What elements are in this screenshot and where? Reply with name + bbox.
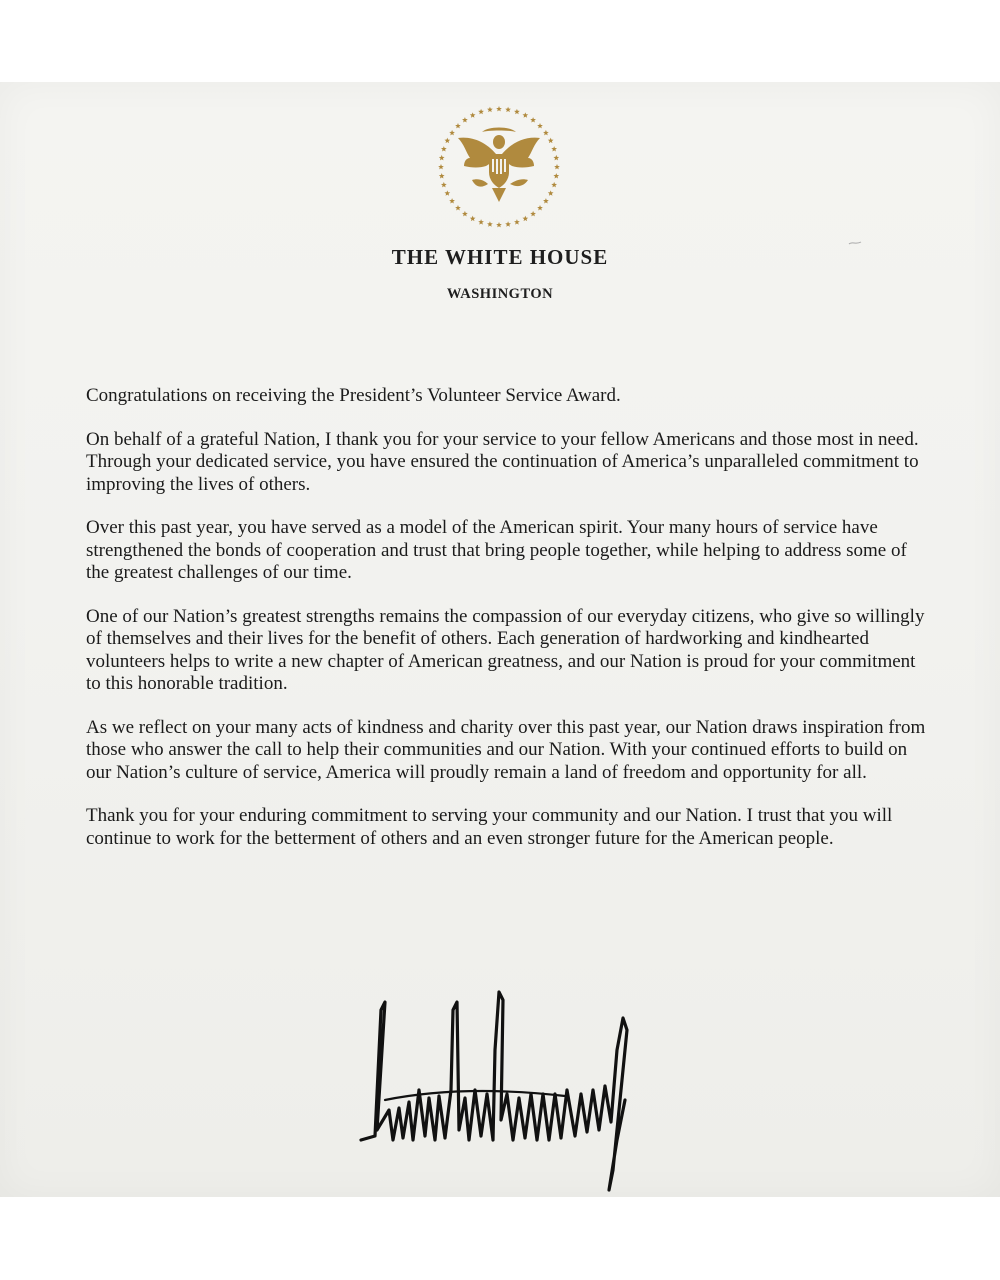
seal-star-icon — [455, 205, 461, 210]
seal-star-icon — [438, 164, 444, 169]
seal-star-icon — [496, 106, 502, 111]
seal-star-icon — [551, 146, 557, 151]
seal-star-icon — [530, 117, 536, 122]
seal-star-icon — [478, 109, 484, 114]
seal-star-icon — [449, 130, 455, 135]
seal-star-icon — [543, 198, 549, 203]
seal-star-icon — [548, 138, 554, 143]
seal-star-icon — [487, 107, 493, 112]
seal-star-icon — [548, 190, 554, 195]
letterhead-location: WASHINGTON — [446, 286, 554, 302]
seal-star-icon — [514, 109, 520, 114]
seal-star-icon — [553, 155, 559, 160]
seal-star-icon — [455, 123, 461, 128]
letter-page — [0, 82, 1000, 1197]
seal-star-icon — [505, 221, 511, 226]
handwritten-signature-icon — [355, 990, 645, 1195]
letter-paragraph: Thank you for your enduring commitment to serving your community and our Nation. I trust that you will continue to work for the betterment of others and an even stronger future for the American people. — [86, 805, 893, 849]
letter-paragraph: Over this past year, you have served as a model of the American spirit. Your many hours of service have strengthened the bonds of cooperation and trust that bring people together, while helping to address some of the greatest challenges of our time. — [86, 517, 907, 583]
seal-star-icon — [444, 138, 450, 143]
seal-star-icon — [551, 182, 557, 187]
seal-star-icon — [553, 173, 559, 178]
seal-star-icon — [470, 112, 476, 117]
seal-star-icon — [478, 219, 484, 224]
letter-paragraph: On behalf of a grateful Nation, I thank you for your service to your fellow Americans and those most in need. Through your dedicated service, you have ensured the continuation of America’s unparalleled commitment to improving the lives of others. — [86, 428, 919, 495]
seal-star-icon — [449, 198, 455, 203]
seal-star-icon — [514, 219, 520, 224]
seal-star-icon — [530, 211, 536, 216]
seal-star-icon — [462, 211, 468, 216]
letter-body — [86, 385, 926, 871]
letter-paragraph: As we reflect on your many acts of kindness and charity over this past year, our Nation draws inspiration from those who answer the call to help their communities and our Nation. With your continued efforts to build on our Nation’s culture of service, America will proudly remain a land of freedom and opportunity for all. — [86, 716, 926, 783]
letter-paragraph: Congratulations on receiving the President’s Volunteer Service Award. — [86, 385, 621, 406]
seal-star-icon — [537, 123, 543, 128]
seal-star-icon — [522, 112, 528, 117]
seal-star-icon — [441, 146, 447, 151]
seal-star-icon — [505, 107, 511, 112]
seal-star-icon — [439, 155, 445, 160]
pencil-mark-icon — [848, 240, 862, 246]
seal-star-icon — [522, 216, 528, 221]
letter-paragraph: One of our Nation’s greatest strengths remains the compassion of our everyday citizens, who give so willingly of themselves and their lives for the benefit of others. Each generation of hardworking and kindhearted volunteers helps to write a new chapter of American greatness, and our Nation is proud for your commitment to this honorable tradition. — [86, 605, 925, 694]
seal-star-icon — [554, 164, 560, 169]
letterhead-title: THE WHITE HOUSE — [391, 245, 609, 269]
seal-star-icon — [439, 173, 445, 178]
seal-star-icon — [462, 117, 468, 122]
seal-star-icon — [441, 182, 447, 187]
seal-star-icon — [543, 130, 549, 135]
seal-star-icon — [496, 222, 502, 227]
seal-star-icon — [537, 205, 543, 210]
seal-star-icon — [487, 221, 493, 226]
seal-star-icon — [470, 216, 476, 221]
seal-star-icon — [444, 190, 450, 195]
presidential-seal-icon — [434, 102, 564, 232]
